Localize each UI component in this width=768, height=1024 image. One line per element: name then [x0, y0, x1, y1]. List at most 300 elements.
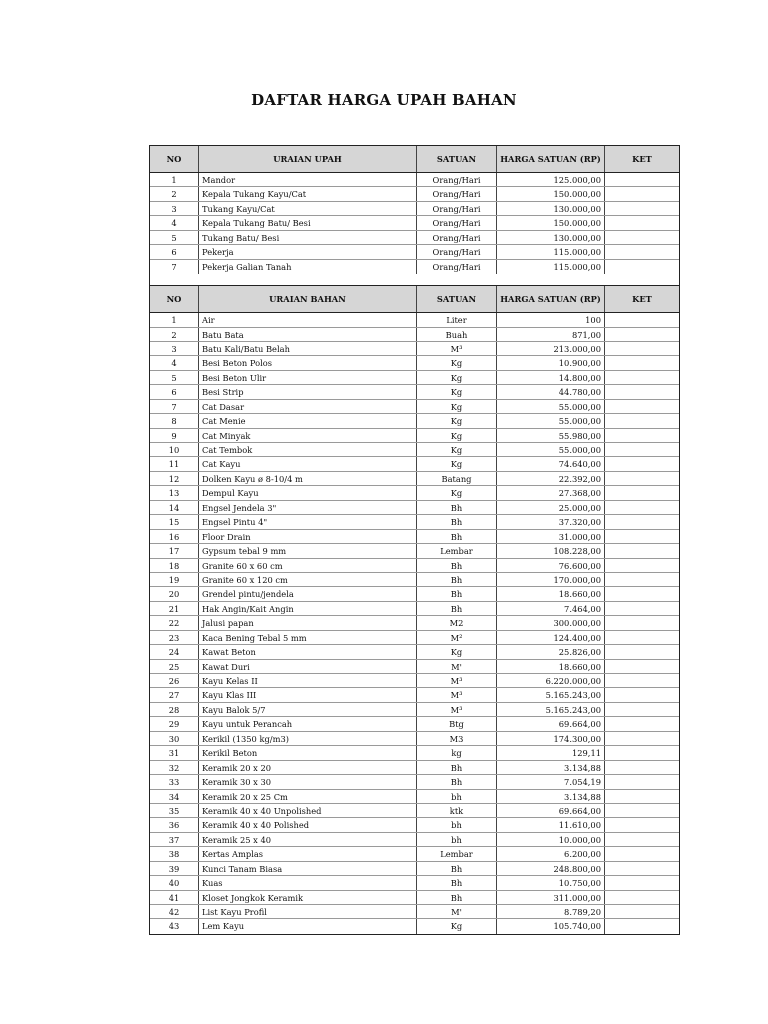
- row-satuan: Kg: [417, 486, 497, 499]
- row-ket: [605, 804, 679, 817]
- row-no: 6: [150, 385, 199, 398]
- row-no: 5: [150, 371, 199, 384]
- row-satuan: Kg: [417, 429, 497, 442]
- row-uraian: Grendel pintu/jendela: [199, 587, 417, 600]
- row-satuan: Kg: [417, 457, 497, 470]
- row-no: 34: [150, 790, 199, 803]
- row-uraian: Kerikil (1350 kg/m3): [199, 732, 417, 745]
- row-harga: 248.800,00: [497, 862, 605, 875]
- row-ket: [605, 457, 679, 470]
- row-satuan: bh: [417, 818, 497, 831]
- row-harga: 10.000,00: [497, 833, 605, 846]
- row-uraian: Kloset Jongkok Keramik: [199, 891, 417, 904]
- row-uraian: Keramik 20 x 20: [199, 761, 417, 774]
- row-uraian: Besi Strip: [199, 385, 417, 398]
- row-satuan: ktk: [417, 804, 497, 817]
- col-ket-header: KET: [632, 154, 652, 164]
- row-uraian: Tukang Kayu/Cat: [199, 202, 417, 215]
- row-ket: [605, 891, 679, 904]
- row-harga: 105.740,00: [497, 919, 605, 933]
- row-satuan: Batang: [417, 472, 497, 485]
- row-harga: 3.134,88: [497, 790, 605, 803]
- row-harga: 150.000,00: [497, 187, 605, 200]
- table-row: [150, 688, 679, 702]
- row-harga: 7.054,19: [497, 775, 605, 788]
- col-uraian-header: URAIAN UPAH: [199, 146, 417, 172]
- row-ket: [605, 313, 679, 326]
- row-no: 36: [150, 818, 199, 831]
- row-uraian: Keramik 25 x 40: [199, 833, 417, 846]
- row-no: 6: [150, 245, 199, 258]
- col-ket-header: KET: [632, 294, 652, 305]
- row-satuan: Orang/Hari: [417, 260, 497, 274]
- row-satuan: kg: [417, 746, 497, 759]
- row-harga: 3.134,88: [497, 761, 605, 774]
- table-row: [150, 862, 679, 876]
- row-ket: [605, 486, 679, 499]
- row-ket: [605, 245, 679, 258]
- table-row: [150, 216, 679, 230]
- row-harga: 55.000,00: [497, 400, 605, 413]
- row-ket: [605, 818, 679, 831]
- row-harga: 150.000,00: [497, 216, 605, 229]
- row-ket: [605, 342, 679, 355]
- row-uraian: Granite 60 x 60 cm: [199, 559, 417, 572]
- table-row: [150, 231, 679, 245]
- row-harga: 27.368,00: [497, 486, 605, 499]
- row-harga: 14.800,00: [497, 371, 605, 384]
- row-satuan: Orang/Hari: [417, 173, 497, 186]
- row-no: 15: [150, 515, 199, 528]
- row-uraian: Keramik 40 x 40 Polished: [199, 818, 417, 831]
- table-row: [150, 587, 679, 601]
- row-uraian: Cat Dasar: [199, 400, 417, 413]
- row-no: 12: [150, 472, 199, 485]
- row-satuan: Lembar: [417, 847, 497, 860]
- row-no: 4: [150, 216, 199, 229]
- row-ket: [605, 660, 679, 673]
- row-no: 30: [150, 732, 199, 745]
- table-row: [150, 674, 679, 688]
- row-uraian: Kayu Klas III: [199, 688, 417, 701]
- row-ket: [605, 876, 679, 889]
- row-no: 28: [150, 703, 199, 716]
- row-uraian: Kepala Tukang Batu/ Besi: [199, 216, 417, 229]
- row-harga: 37.320,00: [497, 515, 605, 528]
- row-uraian: Jalusi papan: [199, 616, 417, 629]
- row-no: 23: [150, 631, 199, 644]
- row-satuan: Bh: [417, 862, 497, 875]
- row-no: 2: [150, 328, 199, 341]
- upah-header-row: [150, 146, 679, 173]
- row-no: 4: [150, 356, 199, 369]
- row-no: 2: [150, 187, 199, 200]
- row-ket: [605, 703, 679, 716]
- row-ket: [605, 559, 679, 572]
- table-row: [150, 732, 679, 746]
- col-no-header: NO: [150, 286, 199, 312]
- row-ket: [605, 775, 679, 788]
- row-harga: 69.664,00: [497, 717, 605, 730]
- row-satuan: Orang/Hari: [417, 202, 497, 215]
- row-uraian: Kayu Kelas II: [199, 674, 417, 687]
- row-harga: 10.750,00: [497, 876, 605, 889]
- row-harga: 130.000,00: [497, 231, 605, 244]
- table-row: [150, 616, 679, 630]
- row-uraian: Besi Beton Polos: [199, 356, 417, 369]
- row-ket: [605, 385, 679, 398]
- upah-body: [150, 173, 679, 274]
- col-harga-header: HARGA SATUAN (RP): [497, 286, 605, 312]
- row-satuan: Bh: [417, 602, 497, 615]
- row-harga: 115.000,00: [497, 245, 605, 258]
- row-no: 7: [150, 260, 199, 274]
- table-row: [150, 645, 679, 659]
- table-row: [150, 573, 679, 587]
- row-no: 22: [150, 616, 199, 629]
- row-ket: [605, 429, 679, 442]
- row-no: 41: [150, 891, 199, 904]
- row-satuan: Bh: [417, 761, 497, 774]
- table-row: [150, 342, 679, 356]
- row-ket: [605, 616, 679, 629]
- row-harga: 170.000,00: [497, 573, 605, 586]
- row-harga: 115.000,00: [497, 260, 605, 274]
- row-satuan: Bh: [417, 515, 497, 528]
- row-harga: 25.000,00: [497, 501, 605, 514]
- row-no: 7: [150, 400, 199, 413]
- row-uraian: Dolken Kayu ø 8-10/4 m: [199, 472, 417, 485]
- row-satuan: Kg: [417, 371, 497, 384]
- table-row: [150, 602, 679, 616]
- table-row: [150, 187, 679, 201]
- row-harga: 18.660,00: [497, 660, 605, 673]
- row-ket: [605, 328, 679, 341]
- row-uraian: Pekerja: [199, 245, 417, 258]
- table-row: [150, 790, 679, 804]
- table-row: [150, 761, 679, 775]
- row-harga: 871,00: [497, 328, 605, 341]
- row-ket: [605, 602, 679, 615]
- row-ket: [605, 833, 679, 846]
- row-uraian: Kuas: [199, 876, 417, 889]
- table-row: [150, 818, 679, 832]
- row-satuan: Bh: [417, 559, 497, 572]
- row-no: 16: [150, 530, 199, 543]
- page-title: DAFTAR HARGA UPAH BAHAN: [251, 91, 517, 109]
- row-harga: 74.640,00: [497, 457, 605, 470]
- row-satuan: Orang/Hari: [417, 231, 497, 244]
- row-satuan: Orang/Hari: [417, 245, 497, 258]
- row-satuan: Kg: [417, 414, 497, 427]
- row-harga: 6.200,00: [497, 847, 605, 860]
- row-satuan: M2: [417, 616, 497, 629]
- row-satuan: bh: [417, 833, 497, 846]
- table-row: [150, 385, 679, 399]
- row-uraian: Engsel Jendela 3": [199, 501, 417, 514]
- row-uraian: Kayu Balok 5/7: [199, 703, 417, 716]
- table-row: [150, 260, 679, 274]
- table-row: [150, 891, 679, 905]
- row-uraian: Cat Minyak: [199, 429, 417, 442]
- row-no: 3: [150, 202, 199, 215]
- row-satuan: Kg: [417, 400, 497, 413]
- row-satuan: Bh: [417, 587, 497, 600]
- row-satuan: M': [417, 660, 497, 673]
- table-row: [150, 173, 679, 187]
- row-no: 9: [150, 429, 199, 442]
- row-ket: [605, 645, 679, 658]
- row-ket: [605, 173, 679, 186]
- row-uraian: Mandor: [199, 173, 417, 186]
- table-row: [150, 515, 679, 529]
- row-no: 40: [150, 876, 199, 889]
- row-harga: 5.165.243,00: [497, 688, 605, 701]
- row-uraian: Kawat Duri: [199, 660, 417, 673]
- row-harga: 125.000,00: [497, 173, 605, 186]
- table-row: [150, 775, 679, 789]
- table-row: [150, 313, 679, 327]
- row-uraian: Keramik 40 x 40 Unpolished: [199, 804, 417, 817]
- table-row: [150, 202, 679, 216]
- table-row: [150, 245, 679, 259]
- row-uraian: Granite 60 x 120 cm: [199, 573, 417, 586]
- row-ket: [605, 231, 679, 244]
- row-harga: 100: [497, 313, 605, 326]
- row-uraian: Cat Tembok: [199, 443, 417, 456]
- col-no-header: NO: [150, 146, 199, 172]
- row-harga: 25.826,00: [497, 645, 605, 658]
- table-row: [150, 660, 679, 674]
- row-no: 39: [150, 862, 199, 875]
- row-no: 31: [150, 746, 199, 759]
- table-row: [150, 443, 679, 457]
- table-row: [150, 486, 679, 500]
- table-row: [150, 544, 679, 558]
- table-row: [150, 631, 679, 645]
- row-satuan: Kg: [417, 356, 497, 369]
- row-harga: 129,11: [497, 746, 605, 759]
- row-ket: [605, 587, 679, 600]
- row-harga: 213.000,00: [497, 342, 605, 355]
- row-no: 5: [150, 231, 199, 244]
- row-uraian: Batu Bata: [199, 328, 417, 341]
- row-uraian: Besi Beton Ulir: [199, 371, 417, 384]
- row-harga: 10.900,00: [497, 356, 605, 369]
- row-no: 17: [150, 544, 199, 557]
- row-satuan: M³: [417, 703, 497, 716]
- row-uraian: Pekerja Galian Tanah: [199, 260, 417, 274]
- row-harga: 8.789,20: [497, 905, 605, 918]
- col-satuan-header: SATUAN: [417, 146, 497, 172]
- row-ket: [605, 216, 679, 229]
- row-harga: 55.980,00: [497, 429, 605, 442]
- row-no: 8: [150, 414, 199, 427]
- table-row: [150, 429, 679, 443]
- row-no: 43: [150, 919, 199, 933]
- row-uraian: Keramik 20 x 25 Cm: [199, 790, 417, 803]
- table-row: [150, 501, 679, 515]
- row-no: 42: [150, 905, 199, 918]
- row-satuan: Kg: [417, 385, 497, 398]
- row-satuan: Bh: [417, 501, 497, 514]
- table-row: [150, 804, 679, 818]
- row-ket: [605, 530, 679, 543]
- table-row: [150, 876, 679, 890]
- row-satuan: Orang/Hari: [417, 216, 497, 229]
- row-no: 3: [150, 342, 199, 355]
- row-harga: 18.660,00: [497, 587, 605, 600]
- row-harga: 311.000,00: [497, 891, 605, 904]
- row-satuan: Bh: [417, 573, 497, 586]
- table-row: [150, 371, 679, 385]
- row-ket: [605, 905, 679, 918]
- col-harga-header: HARGA SATUAN (RP): [497, 146, 605, 172]
- row-satuan: M³: [417, 674, 497, 687]
- table-row: [150, 400, 679, 414]
- table-row: [150, 457, 679, 471]
- row-ket: [605, 761, 679, 774]
- table-row: [150, 833, 679, 847]
- row-no: 38: [150, 847, 199, 860]
- price-table: [149, 145, 680, 935]
- row-harga: 55.000,00: [497, 443, 605, 456]
- row-ket: [605, 356, 679, 369]
- row-uraian: Kayu untuk Perancah: [199, 717, 417, 730]
- row-no: 29: [150, 717, 199, 730]
- row-ket: [605, 688, 679, 701]
- row-satuan: Kg: [417, 443, 497, 456]
- row-satuan: M3: [417, 732, 497, 745]
- section-separator: [150, 274, 679, 286]
- row-ket: [605, 717, 679, 730]
- row-no: 21: [150, 602, 199, 615]
- table-row: [150, 746, 679, 760]
- row-satuan: Lembar: [417, 544, 497, 557]
- row-no: 13: [150, 486, 199, 499]
- row-harga: 124.400,00: [497, 631, 605, 644]
- row-uraian: List Kayu Profil: [199, 905, 417, 918]
- row-ket: [605, 202, 679, 215]
- row-ket: [605, 573, 679, 586]
- table-row: [150, 919, 679, 933]
- row-harga: 69.664,00: [497, 804, 605, 817]
- row-uraian: Hak Angin/Kait Angin: [199, 602, 417, 615]
- table-row: [150, 356, 679, 370]
- row-uraian: Floor Drain: [199, 530, 417, 543]
- bahan-header-row: [150, 286, 679, 313]
- row-ket: [605, 187, 679, 200]
- row-satuan: Kg: [417, 919, 497, 933]
- row-uraian: Dempul Kayu: [199, 486, 417, 499]
- row-no: 19: [150, 573, 199, 586]
- row-ket: [605, 472, 679, 485]
- row-no: 24: [150, 645, 199, 658]
- col-satuan-header: SATUAN: [417, 286, 497, 312]
- row-ket: [605, 847, 679, 860]
- row-uraian: Lem Kayu: [199, 919, 417, 933]
- table-row: [150, 717, 679, 731]
- row-no: 18: [150, 559, 199, 572]
- row-uraian: Engsel Pintu 4": [199, 515, 417, 528]
- row-uraian: Air: [199, 313, 417, 326]
- row-uraian: Cat Menie: [199, 414, 417, 427]
- row-ket: [605, 862, 679, 875]
- row-satuan: Kg: [417, 645, 497, 658]
- row-no: 10: [150, 443, 199, 456]
- row-no: 20: [150, 587, 199, 600]
- row-uraian: Kepala Tukang Kayu/Cat: [199, 187, 417, 200]
- row-no: 32: [150, 761, 199, 774]
- row-satuan: Orang/Hari: [417, 187, 497, 200]
- row-ket: [605, 746, 679, 759]
- row-uraian: Kawat Beton: [199, 645, 417, 658]
- row-ket: [605, 544, 679, 557]
- row-satuan: Bh: [417, 775, 497, 788]
- row-no: 14: [150, 501, 199, 514]
- table-row: [150, 414, 679, 428]
- row-ket: [605, 501, 679, 514]
- row-no: 1: [150, 173, 199, 186]
- col-uraian-header: URAIAN BAHAN: [199, 286, 417, 312]
- row-uraian: Gypsum tebal 9 mm: [199, 544, 417, 557]
- row-harga: 76.600,00: [497, 559, 605, 572]
- row-satuan: Buah: [417, 328, 497, 341]
- row-uraian: Tukang Batu/ Besi: [199, 231, 417, 244]
- table-row: [150, 328, 679, 342]
- table-row: [150, 905, 679, 919]
- row-uraian: Cat Kayu: [199, 457, 417, 470]
- table-row: [150, 530, 679, 544]
- row-satuan: M²: [417, 631, 497, 644]
- row-harga: 300.000,00: [497, 616, 605, 629]
- row-uraian: Kunci Tanam Biasa: [199, 862, 417, 875]
- row-no: 27: [150, 688, 199, 701]
- row-satuan: Bh: [417, 876, 497, 889]
- row-satuan: bh: [417, 790, 497, 803]
- row-ket: [605, 400, 679, 413]
- row-uraian: Kertas Amplas: [199, 847, 417, 860]
- table-row: [150, 472, 679, 486]
- row-harga: 5.165.243,00: [497, 703, 605, 716]
- row-harga: 22.392,00: [497, 472, 605, 485]
- row-ket: [605, 443, 679, 456]
- row-harga: 44.780,00: [497, 385, 605, 398]
- row-ket: [605, 732, 679, 745]
- row-no: 35: [150, 804, 199, 817]
- row-uraian: Kerikil Beton: [199, 746, 417, 759]
- row-no: 25: [150, 660, 199, 673]
- row-harga: 6.220.000,00: [497, 674, 605, 687]
- row-uraian: Keramik 30 x 30: [199, 775, 417, 788]
- row-satuan: M³: [417, 688, 497, 701]
- row-satuan: Btg: [417, 717, 497, 730]
- row-satuan: Bh: [417, 891, 497, 904]
- row-ket: [605, 674, 679, 687]
- row-satuan: M': [417, 905, 497, 918]
- row-ket: [605, 515, 679, 528]
- row-ket: [605, 919, 679, 933]
- row-harga: 108.228,00: [497, 544, 605, 557]
- row-satuan: Bh: [417, 530, 497, 543]
- row-ket: [605, 414, 679, 427]
- table-row: [150, 847, 679, 861]
- row-satuan: Liter: [417, 313, 497, 326]
- row-no: 11: [150, 457, 199, 470]
- row-harga: 31.000,00: [497, 530, 605, 543]
- row-ket: [605, 790, 679, 803]
- row-harga: 174.300,00: [497, 732, 605, 745]
